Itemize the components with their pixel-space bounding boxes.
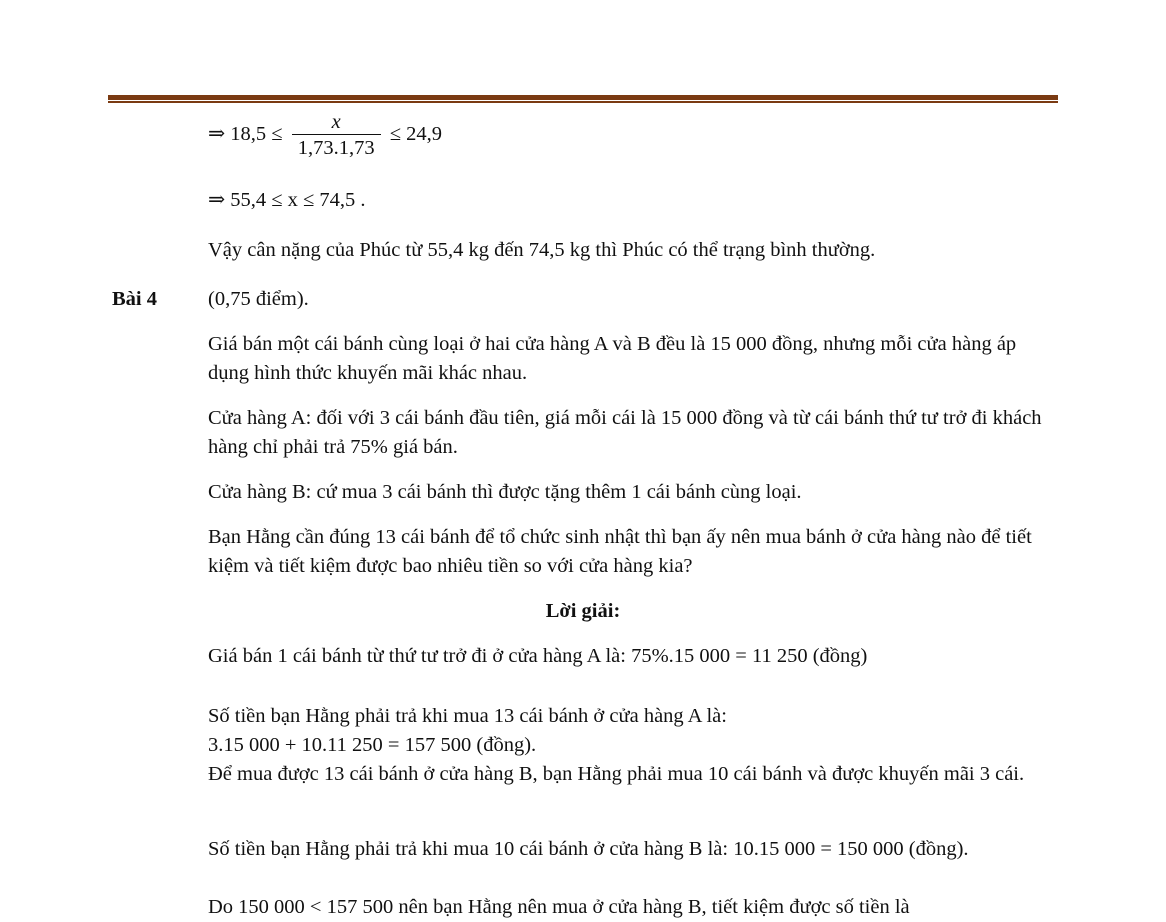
solution-step-3: 3.15 000 + 10.11 250 = 157 500 (đồng).: [208, 734, 537, 756]
conclusion-text: Vậy cân nặng của Phúc từ 55,4 kg đến 74,5 kg thì Phúc có thể trạng bình thường.: [208, 239, 876, 261]
fraction-denominator: 1,73.1,73: [297, 137, 375, 159]
problem-paragraph-2: Cửa hàng A: đối với 3 cái bánh đầu tiên, giá mỗi cái là 15 000 đồng và từ cái bánh thứ tư trở đi khách hàng chỉ phải trả 75% giá bán.: [208, 407, 1042, 458]
header-rule-thick: [108, 95, 1058, 100]
problem-paragraph-4: Bạn Hằng cần đúng 13 cái bánh để tổ chức sinh nhật thì bạn ấy nên mua bánh ở cửa hàng nào để tiết kiệm và tiết kiệm được bao nhiêu tiền so với cửa hàng kia?: [208, 526, 1032, 577]
math-inequality-2: ⇒ 55,4 ≤ x ≤ 74,5 .: [208, 189, 366, 211]
solution-step-1: Giá bán 1 cái bánh từ thứ tư trở đi ở cửa hàng A là: 75%.15 000 = 11 250 (đồng): [208, 645, 868, 667]
math-inequality-1: [208, 110, 442, 161]
header-rule-thin: [108, 101, 1058, 103]
solution-title: Lời giải:: [545, 600, 621, 622]
solution-step-2: Số tiền bạn Hằng phải trả khi mua 13 cái bánh ở cửa hàng A là:: [208, 705, 727, 727]
solution-step-4: Để mua được 13 cái bánh ở cửa hàng B, bạn Hằng phải mua 10 cái bánh và được khuyến mãi 3 cái.: [208, 763, 1025, 785]
math-fraction: [292, 110, 381, 161]
solution-step-6-partial: Do 150 000 < 157 500 nên bạn Hằng nên mua ở cửa hàng B, tiết kiệm được số tiền là: [208, 896, 910, 918]
fraction-numerator: x: [292, 110, 381, 135]
problem-label: Bài 4: [112, 288, 157, 310]
problem-paragraph-1: Giá bán một cái bánh cùng loại ở hai cửa hàng A và B đều là 15 000 đồng, nhưng mỗi cửa hàng áp dụng hình thức khuyến mãi khác nhau.: [208, 333, 1017, 384]
problem-points: (0,75 điểm).: [208, 288, 309, 310]
math-line1-suffix: ≤ 24,9: [389, 123, 442, 146]
math-line1-prefix: ⇒ 18,5 ≤: [208, 123, 283, 146]
problem-paragraph-3: Cửa hàng B: cứ mua 3 cái bánh thì được tặng thêm 1 cái bánh cùng loại.: [208, 481, 802, 503]
solution-step-5: Số tiền bạn Hằng phải trả khi mua 10 cái bánh ở cửa hàng B là: 10.15 000 = 150 000 (đồng).: [208, 838, 969, 860]
